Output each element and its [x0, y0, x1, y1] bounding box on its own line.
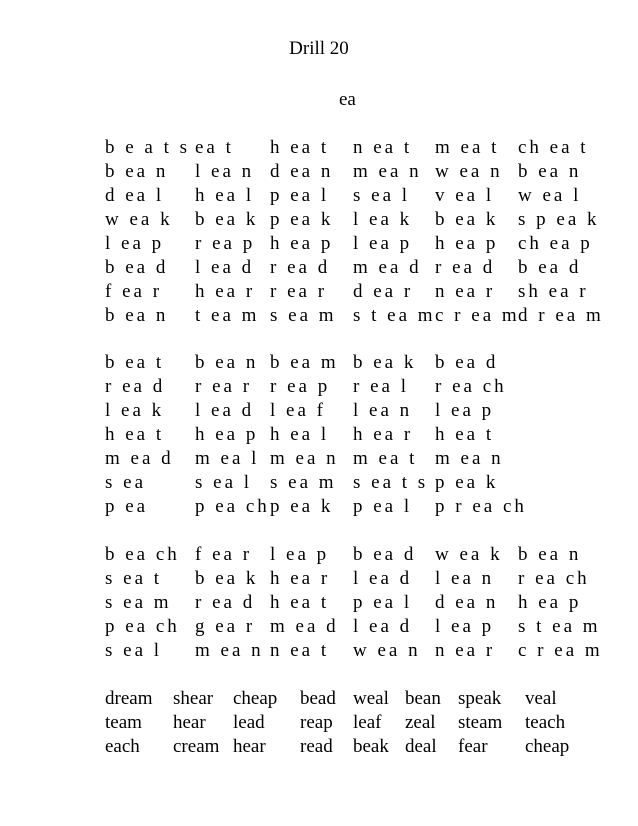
drill-word: m ea d: [270, 616, 339, 637]
drill-word: b ea k: [195, 209, 259, 230]
drill-word: p ea l: [353, 496, 413, 517]
drill-word: r ea ch: [435, 376, 507, 397]
drill-word: m ea n: [195, 640, 264, 661]
drill-word: b ea n: [105, 305, 169, 326]
drill-word: h ea r: [270, 568, 331, 589]
drill-word: l ea n: [195, 161, 255, 182]
drill-word: zeal: [405, 712, 436, 733]
drill-word: steam: [458, 712, 503, 733]
drill-word: w ea l: [518, 185, 582, 206]
drill-word: m ea t: [435, 137, 500, 158]
drill-word: s ea t s: [353, 472, 429, 493]
drill-word: reap: [300, 712, 333, 733]
drill-word: r ea d: [195, 592, 256, 613]
drill-word: r ea d: [270, 257, 331, 278]
drill-word: h ea t: [270, 137, 330, 158]
drill-word: r ea d: [105, 376, 166, 397]
drill-word: w ea k: [435, 544, 503, 565]
drill-word: s ea m: [105, 592, 172, 613]
drill-word: n ea r: [435, 281, 496, 302]
drill-word: b ea t: [105, 352, 165, 373]
drill-word: ch ea t: [518, 137, 589, 158]
drill-word: ea t: [195, 137, 234, 158]
drill-word: hear: [173, 712, 206, 733]
page-title: Drill 20: [289, 38, 349, 59]
drill-word: s ea m: [270, 305, 337, 326]
drill-word: h ea p: [435, 233, 499, 254]
drill-word: dream: [105, 688, 153, 709]
drill-word: h ea t: [105, 424, 165, 445]
drill-word: m ea n: [353, 161, 422, 182]
drill-word: l ea p: [270, 544, 330, 565]
drill-word: l ea k: [105, 400, 165, 421]
drill-word: bead: [300, 688, 336, 709]
drill-word: h ea l: [195, 185, 255, 206]
drill-word: read: [300, 736, 333, 757]
drill-word: v ea l: [435, 185, 495, 206]
drill-word: l ea d: [353, 568, 413, 589]
drill-word: p ea ch: [105, 616, 180, 637]
drill-word: f ea r: [195, 544, 253, 565]
drill-word: p ea ch: [195, 496, 270, 517]
drill-word: s p ea k: [518, 209, 600, 230]
drill-word: w ea n: [353, 640, 421, 661]
drill-word: leaf: [353, 712, 382, 733]
drill-word: m ea n: [435, 448, 504, 469]
drill-word: h ea t: [270, 592, 330, 613]
drill-word: f ea r: [105, 281, 163, 302]
drill-word: b ea k: [435, 209, 499, 230]
drill-word: h ea r: [195, 281, 256, 302]
drill-word: d ea n: [435, 592, 499, 613]
drill-word: n ea t: [270, 640, 330, 661]
drill-word: r ea r: [270, 281, 328, 302]
drill-word: l ea n: [353, 400, 413, 421]
drill-word: d ea n: [270, 161, 334, 182]
drill-word: h ea t: [435, 424, 495, 445]
drill-word: l ea p: [353, 233, 413, 254]
drill-word: b ea d: [105, 257, 169, 278]
drill-word: h ea p: [270, 233, 334, 254]
drill-word: fear: [458, 736, 488, 757]
drill-word: p ea k: [270, 496, 334, 517]
drill-word: l ea k: [353, 209, 413, 230]
drill-word: p r ea ch: [435, 496, 527, 517]
drill-word: h ea p: [195, 424, 259, 445]
drill-word: d ea r: [353, 281, 414, 302]
drill-word: g ea r: [195, 616, 256, 637]
drill-word: s ea l: [353, 185, 411, 206]
drill-word: c r ea m: [435, 305, 520, 326]
drill-word: team: [105, 712, 142, 733]
drill-word: r ea r: [195, 376, 253, 397]
drill-word: s ea l: [105, 640, 163, 661]
drill-word: l ea d: [195, 400, 255, 421]
drill-word: b ea n: [518, 544, 582, 565]
drill-word: b ea d: [353, 544, 417, 565]
drill-word: b e a t s: [105, 137, 191, 158]
drill-word: s ea m: [270, 472, 337, 493]
drill-word: lead: [233, 712, 265, 733]
drill-word: b ea n: [105, 161, 169, 182]
drill-word: c r ea m: [518, 640, 603, 661]
drill-word: b ea n: [518, 161, 582, 182]
drill-word: s t ea m: [353, 305, 436, 326]
drill-word: p ea: [105, 496, 149, 517]
drill-word: s t ea m: [518, 616, 601, 637]
drill-word: m ea n: [270, 448, 339, 469]
drill-word: b ea k: [195, 568, 259, 589]
drill-word: l ea d: [195, 257, 255, 278]
drill-word: d r ea m: [518, 305, 604, 326]
drill-word: bean: [405, 688, 441, 709]
drill-word: b ea n: [195, 352, 259, 373]
drill-word: h ea l: [270, 424, 330, 445]
drill-word: cheap: [233, 688, 278, 709]
drill-word: r ea p: [195, 233, 256, 254]
drill-word: t ea m: [195, 305, 260, 326]
drill-word: m ea d: [105, 448, 174, 469]
drill-word: l ea f: [270, 400, 326, 421]
drill-word: h ea p: [518, 592, 582, 613]
drill-word: r ea ch: [518, 568, 590, 589]
drill-word: m ea l: [195, 448, 260, 469]
drill-word: each: [105, 736, 140, 757]
drill-word: w ea k: [105, 209, 173, 230]
drill-word: p ea k: [435, 472, 499, 493]
drill-word: n ea r: [435, 640, 496, 661]
drill-word: b ea k: [353, 352, 417, 373]
drill-word: sh ea r: [518, 281, 589, 302]
drill-word: l ea n: [435, 568, 495, 589]
drill-word: s ea: [105, 472, 147, 493]
drill-word: cheap: [525, 736, 570, 757]
drill-word: weal: [353, 688, 389, 709]
drill-word: w ea n: [435, 161, 503, 182]
drill-word: p ea l: [270, 185, 330, 206]
drill-word: beak: [353, 736, 389, 757]
drill-word: l ea p: [435, 400, 495, 421]
drill-word: l ea p: [105, 233, 165, 254]
drill-word: h ea r: [353, 424, 414, 445]
drill-word: m ea d: [353, 257, 422, 278]
drill-word: ch ea p: [518, 233, 593, 254]
drill-word: deal: [405, 736, 437, 757]
drill-word: hear: [233, 736, 266, 757]
drill-word: s ea t: [105, 568, 163, 589]
page-subtitle: ea: [339, 89, 356, 110]
drill-word: speak: [458, 688, 502, 709]
drill-word: b ea d: [435, 352, 499, 373]
drill-word: d ea l: [105, 185, 165, 206]
drill-word: s ea l: [195, 472, 253, 493]
drill-word: cream: [173, 736, 220, 757]
drill-word: b ea m: [270, 352, 339, 373]
drill-word: r ea d: [435, 257, 496, 278]
drill-word: m ea t: [353, 448, 418, 469]
drill-word: n ea t: [353, 137, 413, 158]
drill-word: l ea d: [353, 616, 413, 637]
drill-word: l ea p: [435, 616, 495, 637]
drill-word: b ea ch: [105, 544, 180, 565]
drill-word: r ea l: [353, 376, 409, 397]
drill-word: shear: [173, 688, 214, 709]
drill-word: veal: [525, 688, 557, 709]
drill-word: p ea k: [270, 209, 334, 230]
drill-word: b ea d: [518, 257, 582, 278]
drill-word: p ea l: [353, 592, 413, 613]
drill-word: teach: [525, 712, 566, 733]
drill-word: r ea p: [270, 376, 331, 397]
